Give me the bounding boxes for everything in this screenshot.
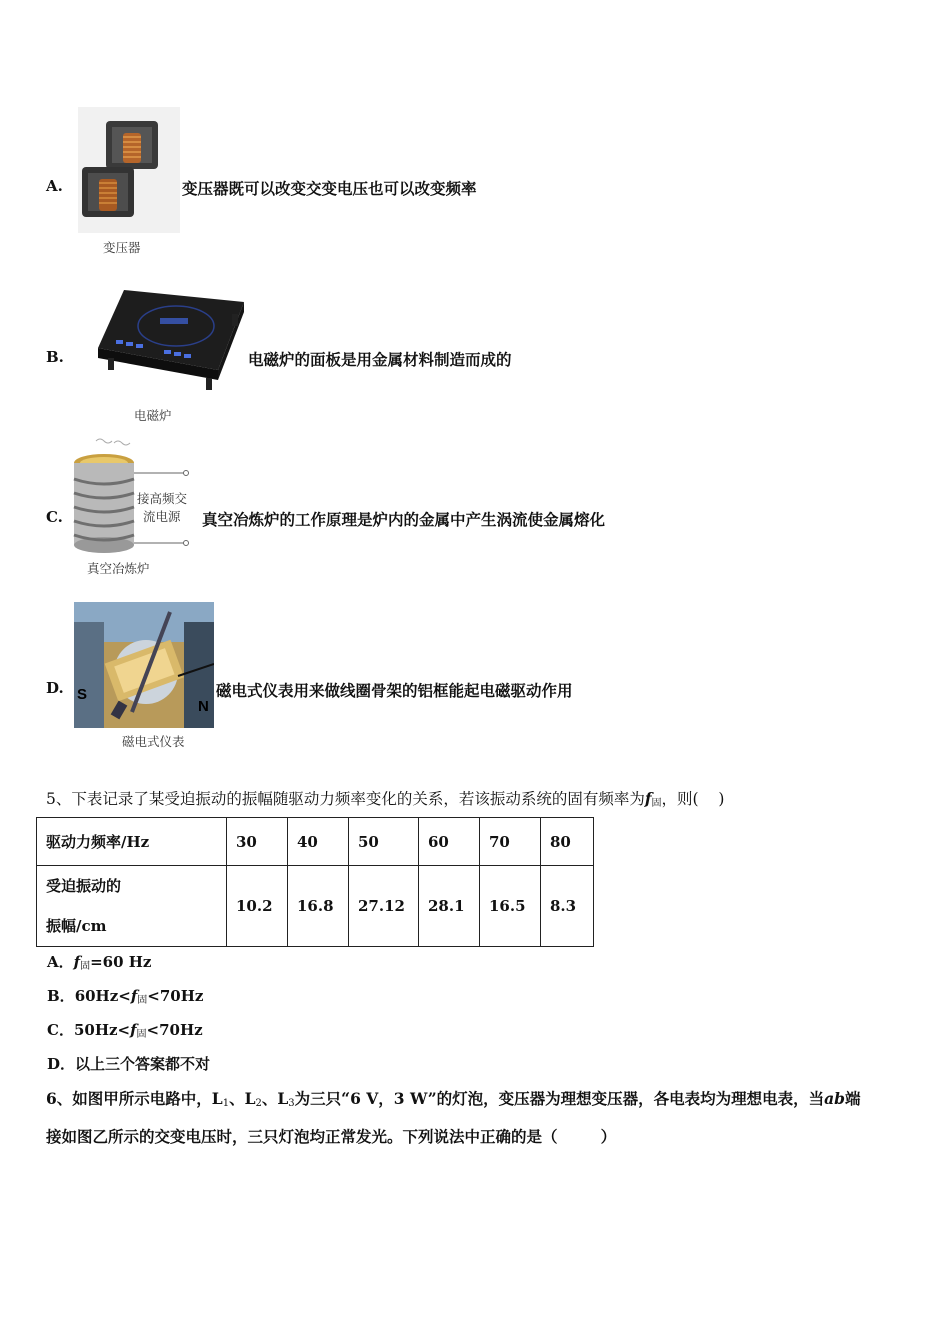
q6-ab: ab xyxy=(824,1089,845,1108)
q5-option-a xyxy=(47,951,151,972)
option-d-text: 磁电式仪表用来做线圈骨架的铝框能起电磁驱动作用 xyxy=(216,681,573,700)
q6-l1-sub: 1 xyxy=(222,1098,230,1109)
freq-cell: 80 xyxy=(541,818,594,866)
option-c-text: 真空冶炼炉的工作原理是炉内的金属中产生涡流使金属熔化 xyxy=(202,510,606,529)
transformer-image xyxy=(78,107,180,233)
table-header-label: 驱动力频率/Hz xyxy=(37,818,227,866)
option-c-letter: C. xyxy=(46,508,63,526)
q5-option-c-pre: 50Hz< xyxy=(73,1021,131,1039)
magnetoelectric-meter-image xyxy=(74,602,214,728)
q6-p3: ”的灯泡，变压器为理想变压器，各电表均为理想电表，当 xyxy=(427,1089,825,1108)
q5-option-d xyxy=(47,1053,210,1074)
q6-sep1: 、 xyxy=(229,1089,245,1108)
q5-option-c-f: f xyxy=(130,1021,137,1039)
amplitude-cell: 16.8 xyxy=(288,866,349,947)
q6-p4: 端 xyxy=(845,1089,861,1108)
q6-line2: 接如图乙所示的交变电压时，三只灯泡均正常发光。下列说法中正确的是（ ） xyxy=(46,1127,617,1146)
table-row-label xyxy=(37,866,227,947)
q5-prefix: 5、下表记录了某受迫振动的振幅随驱动力频率变化的关系，若该振动系统的固有频率为 xyxy=(46,790,645,808)
q5-table xyxy=(36,817,594,947)
table-row xyxy=(37,866,594,947)
option-c-caption: 真空冶炼炉 xyxy=(87,561,150,576)
q6-sep2: 、 xyxy=(261,1089,278,1108)
option-a-caption: 变压器 xyxy=(103,240,141,255)
q5-close: ) xyxy=(698,790,725,808)
q5-suffix: ，则( xyxy=(661,790,699,808)
freq-cell: 70 xyxy=(480,818,541,866)
q5-option-b-sub: 固 xyxy=(137,995,148,1006)
q5-option-a-sub: 固 xyxy=(80,961,91,972)
q5-option-c-sub: 固 xyxy=(136,1029,147,1040)
option-b-text: 电磁炉的面板是用金属材料制造而成的 xyxy=(248,350,512,369)
q6-l2: L xyxy=(244,1089,256,1108)
pole-n-label: N xyxy=(198,698,209,715)
q6-p1: 6、如图甲所示电路中， xyxy=(46,1089,212,1108)
q6-rating: 6 V，3 W xyxy=(350,1089,428,1108)
q5-option-d-letter: D． xyxy=(47,1055,76,1073)
q5-option-b-rest: <70Hz xyxy=(147,987,204,1005)
q5-option-b xyxy=(47,985,203,1006)
q6-l3: L xyxy=(277,1089,289,1108)
option-a-letter: A. xyxy=(46,177,63,195)
q5-option-b-f: f xyxy=(130,987,138,1005)
row-label-line1: 受迫振动的 xyxy=(46,877,122,895)
freq-cell: 60 xyxy=(419,818,480,866)
furnace-label-line1: 接高频交 xyxy=(137,491,188,506)
freq-cell: 50 xyxy=(349,818,419,866)
amplitude-cell: 8.3 xyxy=(541,866,594,947)
pole-s-label: S xyxy=(77,686,88,703)
furnace-label-line2: 流电源 xyxy=(143,509,181,524)
q5-option-a-rest: =60 Hz xyxy=(90,953,152,971)
induction-cooker-image xyxy=(94,288,246,400)
q5-option-d-text: 以上三个答案都不对 xyxy=(75,1055,211,1073)
option-b-letter: B. xyxy=(46,348,64,366)
table-row xyxy=(37,818,594,866)
q5-option-c-rest: <70Hz xyxy=(146,1021,203,1039)
q5-option-c-letter: C． xyxy=(47,1021,74,1039)
q6-l2-sub: 2 xyxy=(255,1098,262,1109)
option-d-caption: 磁电式仪表 xyxy=(122,734,185,749)
amplitude-cell: 16.5 xyxy=(480,866,541,947)
row-label-line2: 振幅/cm xyxy=(46,917,107,935)
q5-option-b-pre: 60Hz< xyxy=(74,987,131,1005)
option-d-letter: D. xyxy=(46,679,64,697)
q5-f-sub: 固 xyxy=(651,798,662,809)
q6-line1 xyxy=(46,1087,861,1109)
amplitude-cell: 10.2 xyxy=(227,866,288,947)
q5-option-a-letter: A． xyxy=(47,953,74,971)
q5-option-b-letter: B． xyxy=(47,987,75,1005)
freq-cell: 30 xyxy=(227,818,288,866)
amplitude-cell: 27.12 xyxy=(349,866,419,947)
q6-p2: 为三只“ xyxy=(294,1089,351,1108)
q5-stem xyxy=(46,787,724,809)
q6-l1: L xyxy=(211,1089,223,1108)
amplitude-cell: 28.1 xyxy=(419,866,480,947)
q5-f: f xyxy=(644,789,652,808)
q6-l3-sub: 3 xyxy=(288,1098,295,1109)
q5-option-c xyxy=(47,1019,203,1040)
freq-cell: 40 xyxy=(288,818,349,866)
q5-option-a-f: f xyxy=(73,953,81,971)
option-a-text: 变压器既可以改变交变电压也可以改变频率 xyxy=(182,179,477,198)
option-b-caption: 电磁炉 xyxy=(134,408,172,423)
